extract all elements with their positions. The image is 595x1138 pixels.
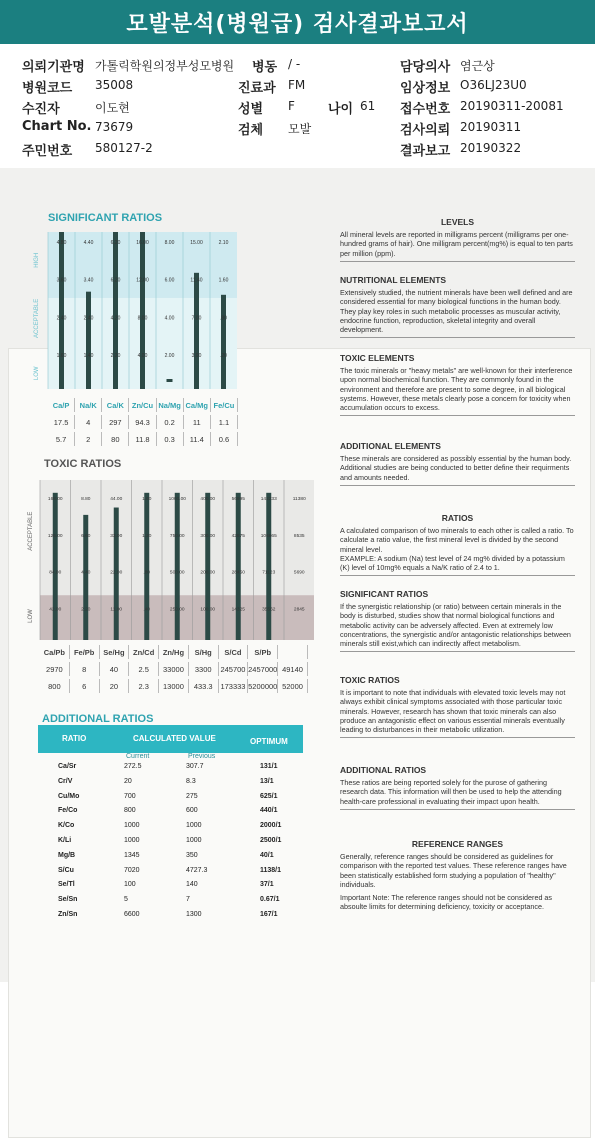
toxic-cell: 3300	[189, 662, 219, 676]
significant-side-label: HIGH	[34, 252, 40, 268]
additional-header	[38, 725, 303, 753]
toxic-cell: 40	[100, 662, 130, 676]
significant-tick-label: 16.00	[136, 240, 149, 246]
significant-cell: 11.8	[129, 432, 156, 446]
reference-heading: REFERENCE RANGES	[411, 839, 504, 849]
toxic-tick-label: 4.40	[81, 570, 91, 576]
significant-tick-label: .20	[220, 353, 227, 360]
optimum-value: 625/1	[260, 792, 278, 800]
ratios-text: A calculated comparison of two minerals to each other is called a ratio. To calculate a ratio value, the first mineral level is divided by the second mineral level.	[340, 526, 574, 554]
levels-text: All mineral levels are reported in milligrams percent (milligrams per one-hundred grams of hair). One milligram percent(mg%) is equal to ten parts per million (ppm).	[340, 230, 575, 262]
ratio-header: RATIO	[62, 734, 87, 743]
toxic-ratios-heading: TOXIC RATIOS	[340, 675, 400, 685]
toxic-tick-label: 200.00	[200, 570, 216, 576]
toxic-tick-label: 11380	[292, 497, 306, 502]
significant-ratios-table	[48, 398, 238, 450]
age-value: 61	[360, 99, 376, 113]
dept-value: FM	[288, 78, 306, 92]
significant-cell: 94.3	[129, 415, 156, 429]
significant-tick-label: 7.00	[191, 315, 202, 322]
significant-ratios-svg	[14, 224, 239, 394]
additional-ratios-title: ADDITIONAL RATIOS	[42, 713, 154, 725]
toxic-tick-label: 71123	[262, 570, 276, 576]
chart-value: 73679	[95, 120, 134, 134]
significant-tick-label: .80	[220, 315, 227, 322]
toxic-cell: S/Pb	[248, 645, 278, 659]
toxic-tick-label: 142233	[260, 497, 277, 502]
additional-row	[38, 778, 303, 792]
doctor-value: 염근상	[460, 59, 495, 73]
toxic-tick-label: .80	[143, 570, 151, 576]
toxic-cell: 49140	[278, 662, 308, 676]
toxic-ratios-title: TOXIC RATIOS	[44, 458, 122, 470]
ward-value: / -	[288, 57, 301, 71]
toxic-tick-label: 2.20	[81, 607, 91, 613]
toxic-cell: 20	[100, 679, 130, 693]
significant-tick-label: 6.20	[110, 277, 121, 284]
additional-row	[38, 763, 303, 777]
significant-header-row	[48, 398, 238, 412]
toxic-tick-label: 6.60	[81, 533, 91, 539]
significant-heading: SIGNIFICANT RATIOS	[340, 589, 429, 599]
significant-bar	[86, 292, 91, 389]
ratios-heading: RATIOS	[441, 513, 474, 523]
ratio-name: Mg/B	[58, 851, 76, 859]
toxic-side-label: ACCEPTABLE	[28, 511, 34, 551]
current-header: Current	[126, 753, 150, 760]
nutritional-text: Extensively studied, the nutrient minerals have been well defined and are considered essential for many biological functions in the human body. They play key roles in such metabolic processes as muscular activity, endocrine function, reproduction, skeletal integrity and overall development.	[340, 288, 575, 338]
toxic-tick-label: 400.00	[200, 497, 216, 502]
significant-cell: 4	[75, 415, 102, 429]
patient-info	[0, 50, 595, 159]
significant-value-row	[48, 415, 238, 429]
additional-row	[38, 911, 303, 925]
toxic-tick-label: 300.00	[200, 533, 216, 539]
toxic-cell: 5200000	[248, 679, 278, 693]
toxic-ratios-table	[40, 645, 308, 697]
significant-cell: Ca/K	[102, 398, 129, 412]
toxic-cell: 245700	[219, 662, 249, 676]
additional-elements-heading: ADDITIONAL ELEMENTS	[340, 441, 441, 451]
significant-cell: 2	[75, 432, 102, 446]
toxic-cell: 2.5	[129, 662, 159, 676]
toxic-tick-label: .40	[143, 607, 151, 613]
current-value: 7020	[124, 866, 140, 874]
toxic-cell: 52000	[278, 679, 308, 693]
significant-bar	[113, 232, 118, 389]
toxic-tick-label: 22.00	[110, 570, 123, 576]
significant-tick-label: 2.40	[56, 315, 67, 322]
significant-tick-label: 4.00	[137, 353, 148, 360]
toxic-cell: S/Cd	[219, 645, 249, 659]
significant-cell: Na/Mg	[157, 398, 184, 412]
clinical-value: O36LJ23U0	[460, 78, 527, 92]
ratio-name: Cu/Mo	[58, 792, 80, 800]
sex-value: F	[288, 99, 295, 113]
significant-ratios-title: SIGNIFICANT RATIOS	[48, 212, 163, 224]
significant-tick-label: 3.00	[191, 353, 202, 360]
significant-cell: 80	[102, 432, 129, 446]
toxic-cell: 2457000	[248, 662, 278, 676]
toxic-tick-label: 5690	[293, 570, 305, 576]
toxic-tick-label: 14325	[231, 607, 245, 613]
additional-elements-text: These minerals are considered as possibly essential by the human body. Additional studies are being conducted to better define their requirments and amounts needed.	[340, 454, 575, 486]
specimen-value: 모발	[288, 122, 312, 136]
toxic-cell: 173333	[219, 679, 249, 693]
toxic-bar	[205, 493, 210, 640]
toxic-tick-label: 2845	[293, 607, 305, 613]
toxic-header-row	[40, 645, 308, 659]
significant-tick-label: 6.20	[110, 240, 121, 246]
additional-row	[38, 896, 303, 910]
previous-value: 1000	[186, 837, 202, 844]
report-label: 결과보고	[400, 144, 451, 159]
previous-value: 350	[186, 851, 198, 859]
toxic-cell: 800	[40, 679, 70, 693]
ratios-example: EXAMPLE: A sodium (Na) test level of 24 mg% divided by a potassium (K) level of 10mg% equals a Na/K ratio of 2.4 to 1.	[340, 554, 575, 576]
significant-tick-label: 8.00	[164, 240, 175, 246]
ratio-name: Cr/V	[58, 777, 73, 785]
significant-text: If the synergistic relationship (or ratio) between certain minerals in the body is disturbed, studies show that normal biological functions and metabolic activity can be adversely affected. Even at extremely low concentrations, the synergistic and/or antagonistic relationships between minerals still exist,which can indirectly affect metabolism.	[340, 602, 575, 652]
significant-tick-label: 1.60	[218, 277, 229, 284]
reference-note: Important Note: The reference ranges should not be considered as absoulte limits for determining deficiency, toxicity or acceptance.	[340, 893, 553, 912]
current-value: 1345	[124, 851, 140, 859]
toxic-value-row	[40, 662, 308, 676]
hospital-label: 의뢰기관명	[22, 60, 85, 75]
previous-value: 1000	[186, 822, 202, 830]
significant-cell: 5.7	[48, 432, 75, 446]
hospital-value: 가톨릭학원의정부성모병원	[95, 59, 235, 73]
significant-ratios-chart	[14, 224, 239, 394]
optimum-value: 2500/1	[260, 837, 282, 844]
toxic-ratios-chart	[14, 472, 314, 642]
toxic-cell: Zn/Cd	[129, 645, 159, 659]
optimum-value: 0.67/1	[260, 896, 280, 904]
previous-header: Previous	[188, 753, 216, 760]
significant-cell: 11.4	[184, 432, 211, 446]
toxic-cell: 2970	[40, 662, 70, 676]
current-value: 1000	[124, 837, 140, 844]
current-value: 800	[124, 807, 136, 815]
optimum-value: 2000/1	[260, 822, 282, 830]
collector-value: 이도현	[95, 101, 130, 115]
previous-value: 1300	[186, 911, 202, 918]
significant-tick-label: 12.00	[136, 277, 149, 284]
toxic-tick-label: 1000.00	[168, 497, 186, 502]
toxic-side-label: LOW	[28, 609, 34, 623]
current-value: 1000	[124, 822, 140, 830]
significant-cell: Fe/Cu	[211, 398, 238, 412]
toxic-ratios-text: It is important to note that individuals with elevated toxic levels may not always exhibit clinical symptoms associated with those particular toxic minerals. However, research has shown that toxic minerals can also produce an antagonistic effect on various essential minerals eventually leading to disturbances in their metabolic utilization.	[340, 688, 575, 738]
nutritional-heading: NUTRITIONAL ELEMENTS	[340, 275, 447, 285]
toxic-cell	[278, 645, 308, 659]
toxic-cell: 2.3	[129, 679, 159, 693]
toxic-tick-label: 8535	[293, 533, 305, 539]
toxic-tick-label: 8.80	[81, 497, 91, 502]
request-label: 검사의뢰	[400, 123, 451, 138]
toxic-tick-label: 35562	[262, 607, 276, 613]
optimum-value: 13/1	[260, 777, 274, 785]
toxic-tick-label: 250.00	[169, 607, 185, 613]
toxic-tick-label: 168.00	[47, 497, 63, 502]
received-value: 20190311-20081	[460, 99, 564, 113]
significant-bar	[59, 232, 64, 389]
optimum-value: 167/1	[260, 911, 278, 918]
significant-value-row	[48, 432, 238, 446]
ward-label: 병동	[252, 60, 278, 75]
significant-bar	[221, 295, 226, 389]
current-value: 20	[124, 777, 132, 785]
toxic-bar	[236, 493, 241, 640]
toxic-cell: 433.3	[189, 679, 219, 693]
current-value: 272.5	[124, 763, 142, 770]
toxic-cell: 8	[70, 662, 100, 676]
specimen-label: 검체	[238, 123, 264, 138]
ratio-name: S/Cu	[58, 866, 74, 874]
current-value: 700	[124, 792, 136, 800]
previous-value: 4727.3	[186, 866, 208, 874]
toxic-cell: Se/Hg	[100, 645, 130, 659]
significant-cell: Ca/Mg	[184, 398, 211, 412]
ratio-name: Fe/Co	[58, 807, 78, 815]
collector-label: 수진자	[22, 102, 60, 117]
optimum-header: OPTIMUM	[250, 737, 288, 746]
toxic-tick-label: 42.00	[49, 607, 62, 613]
optimum-value: 131/1	[260, 763, 278, 770]
toxic-tick-label: 100.00	[200, 607, 216, 613]
significant-tick-label: 4.00	[164, 315, 175, 322]
received-label: 접수번호	[400, 102, 451, 117]
significant-cell: 0.3	[157, 432, 184, 446]
current-value: 100	[124, 881, 136, 889]
toxic-elements-heading: TOXIC ELEMENTS	[340, 353, 415, 363]
significant-cell: 0.6	[211, 432, 238, 446]
previous-value: 307.7	[186, 763, 204, 770]
toxic-cell: Zn/Hg	[159, 645, 189, 659]
significant-tick-label: 1.60	[56, 353, 67, 360]
optimum-value: 440/1	[260, 807, 278, 815]
toxic-cell: 33000	[159, 662, 189, 676]
toxic-value-row	[40, 679, 308, 693]
previous-value: 275	[186, 792, 198, 800]
significant-tick-label: 4.80	[56, 240, 67, 246]
significant-bar	[167, 379, 173, 382]
toxic-tick-label: 28450	[231, 570, 245, 576]
significant-tick-label: 2.00	[164, 353, 175, 360]
toxic-bar	[175, 493, 180, 640]
significant-tick-label: 4.20	[110, 315, 121, 322]
toxic-ratios-svg	[14, 472, 314, 642]
toxic-cell: 13000	[159, 679, 189, 693]
report-value: 20190322	[460, 141, 522, 155]
toxic-tick-label: 106665	[260, 533, 277, 539]
significant-side-label: ACCEPTABLE	[34, 298, 40, 338]
significant-cell: 1.1	[211, 415, 238, 429]
toxic-cell: 6	[70, 679, 100, 693]
significant-cell: Na/K	[75, 398, 102, 412]
toxic-tick-label: 11.00	[110, 607, 123, 613]
toxic-bar	[144, 493, 149, 640]
toxic-tick-label: 1.20	[142, 533, 152, 539]
toxic-cell: S/Hg	[189, 645, 219, 659]
additional-ratios-table	[38, 725, 303, 930]
previous-value: 140	[186, 881, 198, 889]
additional-row	[38, 837, 303, 851]
significant-tick-label: 4.40	[83, 240, 94, 246]
previous-value: 7	[186, 896, 190, 904]
significant-bar	[194, 273, 199, 389]
previous-value: 8.3	[186, 777, 196, 785]
toxic-tick-label: 500.00	[169, 570, 185, 576]
toxic-cell: Ca/Pb	[40, 645, 70, 659]
optimum-value: 40/1	[260, 851, 274, 859]
toxic-cell: Fe/Pb	[70, 645, 100, 659]
significant-cell: Ca/P	[48, 398, 75, 412]
toxic-tick-label: 42875	[231, 533, 245, 539]
significant-tick-label: 15.00	[190, 240, 203, 246]
calc-header: CALCULATED VALUE	[133, 734, 216, 743]
sex-label: 성별	[238, 102, 264, 117]
additional-row	[38, 881, 303, 895]
significant-side-label: LOW	[34, 366, 40, 381]
additional-row	[38, 822, 303, 836]
toxic-tick-label: 84.00	[49, 570, 62, 576]
rrn-label: 주민번호	[22, 144, 73, 159]
toxic-bar	[266, 493, 271, 640]
previous-value: 600	[186, 807, 198, 815]
toxic-tick-label: 750.00	[169, 533, 185, 539]
significant-cell: Zn/Cu	[129, 398, 156, 412]
toxic-tick-label: 126.00	[47, 533, 63, 539]
reference-text: Generally, reference ranges should be considered as guidelines for comparison with the reported test values. These reference ranges have been statistically established form studying a population of "healthy" individuals.	[340, 852, 567, 889]
toxic-elements-text: The toxic minerals or "heavy metals" are well-known for their interference upon normal biochemical function. They are commonly found in the environment and therefore are present to some degree, in all biological systems. However, these metals clearly pose a concern for toxicity when accumulation occurs to excess.	[340, 366, 575, 416]
dept-label: 진료과	[238, 81, 276, 96]
optimum-value: 37/1	[260, 881, 274, 889]
toxic-bar	[53, 493, 58, 640]
additional-row	[38, 793, 303, 807]
toxic-tick-label: 1.60	[142, 497, 152, 502]
ratio-name: Se/Sn	[58, 896, 78, 904]
rrn-value: 580127-2	[95, 141, 153, 155]
toxic-tick-label: 33.00	[110, 533, 123, 539]
clinical-label: 임상정보	[400, 81, 451, 96]
doctor-label: 담당의사	[400, 60, 451, 75]
additional-ratios-heading: ADDITIONAL RATIOS	[340, 765, 427, 775]
code-value: 35008	[95, 78, 134, 92]
toxic-tick-label: 44.00	[110, 497, 123, 502]
ratio-name: K/Co	[58, 822, 75, 830]
significant-tick-label: 3.40	[83, 277, 94, 284]
request-value: 20190311	[460, 120, 522, 134]
ratio-name: K/Li	[58, 837, 72, 844]
ratio-name: Zn/Sn	[58, 911, 78, 918]
significant-tick-label: 6.00	[164, 277, 175, 284]
significant-bar	[140, 232, 145, 389]
significant-cell: 297	[102, 415, 129, 429]
current-value: 6600	[124, 911, 140, 918]
significant-cell: 17.5	[48, 415, 75, 429]
levels-heading: LEVELS	[440, 217, 475, 227]
significant-cell: 0.2	[157, 415, 184, 429]
significant-tick-label: 3.60	[56, 277, 67, 284]
additional-ratios-text: These ratios are being reported solely for the purose of gathering research data. This information will then be used to help the attending health-care professional in evaluating their impact upon health.	[340, 778, 575, 810]
ratio-name: Se/Tl	[58, 881, 75, 889]
significant-cell: 11	[184, 415, 211, 429]
current-value: 5	[124, 896, 128, 904]
additional-row	[38, 807, 303, 821]
report-title: 모발분석(병원급) 검사결과보고서	[0, 0, 595, 44]
significant-tick-label: 1.40	[83, 353, 94, 360]
significant-tick-label: 2.20	[110, 353, 121, 360]
toxic-tick-label: 56995	[231, 497, 245, 502]
significant-tick-label: 11.40	[190, 277, 203, 284]
chart-label: Chart No.	[22, 119, 92, 134]
significant-tick-label: 8.00	[137, 315, 148, 322]
significant-tick-label: 2.10	[218, 240, 229, 246]
age-label: 나이	[328, 102, 354, 117]
additional-row	[38, 852, 303, 866]
optimum-value: 1138/1	[260, 866, 282, 874]
significant-tick-label: 2.40	[83, 315, 94, 322]
code-label: 병원코드	[22, 81, 73, 96]
ratio-name: Ca/Sr	[58, 763, 77, 770]
additional-row	[38, 867, 303, 881]
